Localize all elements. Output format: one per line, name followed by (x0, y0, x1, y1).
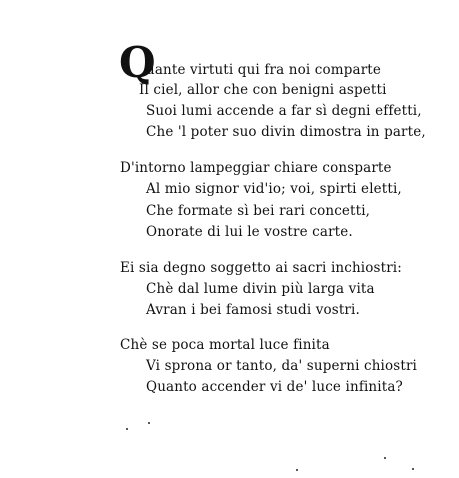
stanza-2-line-1: D'intorno lampeggiar chiare consparte (120, 160, 392, 176)
scan-speck (148, 422, 150, 424)
scan-speck (296, 469, 298, 471)
stanza-3-line-2: Chè dal lume divin più larga vita (146, 281, 375, 297)
stanza-1-line-2: Il ciel, allor che con benigni aspetti (139, 82, 387, 98)
drop-cap: Q (119, 38, 156, 87)
stanza-4-line-1: Chè se poca mortal luce finita (120, 337, 330, 353)
stanza-2-line-3: Che formate sì bei rari concetti, (146, 203, 371, 219)
stanza-1-line-1: uante virtuti qui fra noi comparte (146, 62, 382, 78)
stanza-2-line-2: Al mio signor vid'io; voi, spirti eletti, (146, 181, 402, 197)
stanza-2-line-4: Onorate di lui le vostre carte. (146, 224, 353, 240)
stanza-4-line-2: Vi sprona or tanto, da' superni chiostri (146, 358, 418, 374)
stanza-3-line-1: Ei sia degno soggetto ai sacri inchiostri: (120, 260, 402, 276)
stanza-1-line-3: Suoi lumi accende a far sì degni effetti, (146, 103, 422, 119)
scan-speck (384, 457, 386, 459)
scan-speck (412, 468, 414, 470)
scan-speck (126, 428, 128, 430)
stanza-4-line-3: Quanto accender vi de' luce infinita? (146, 379, 403, 395)
stanza-1-line-4: Che 'l poter suo divin dimostra in parte, (146, 124, 426, 140)
stanza-3-line-3: Avran i bei famosi studi vostri. (146, 302, 360, 318)
